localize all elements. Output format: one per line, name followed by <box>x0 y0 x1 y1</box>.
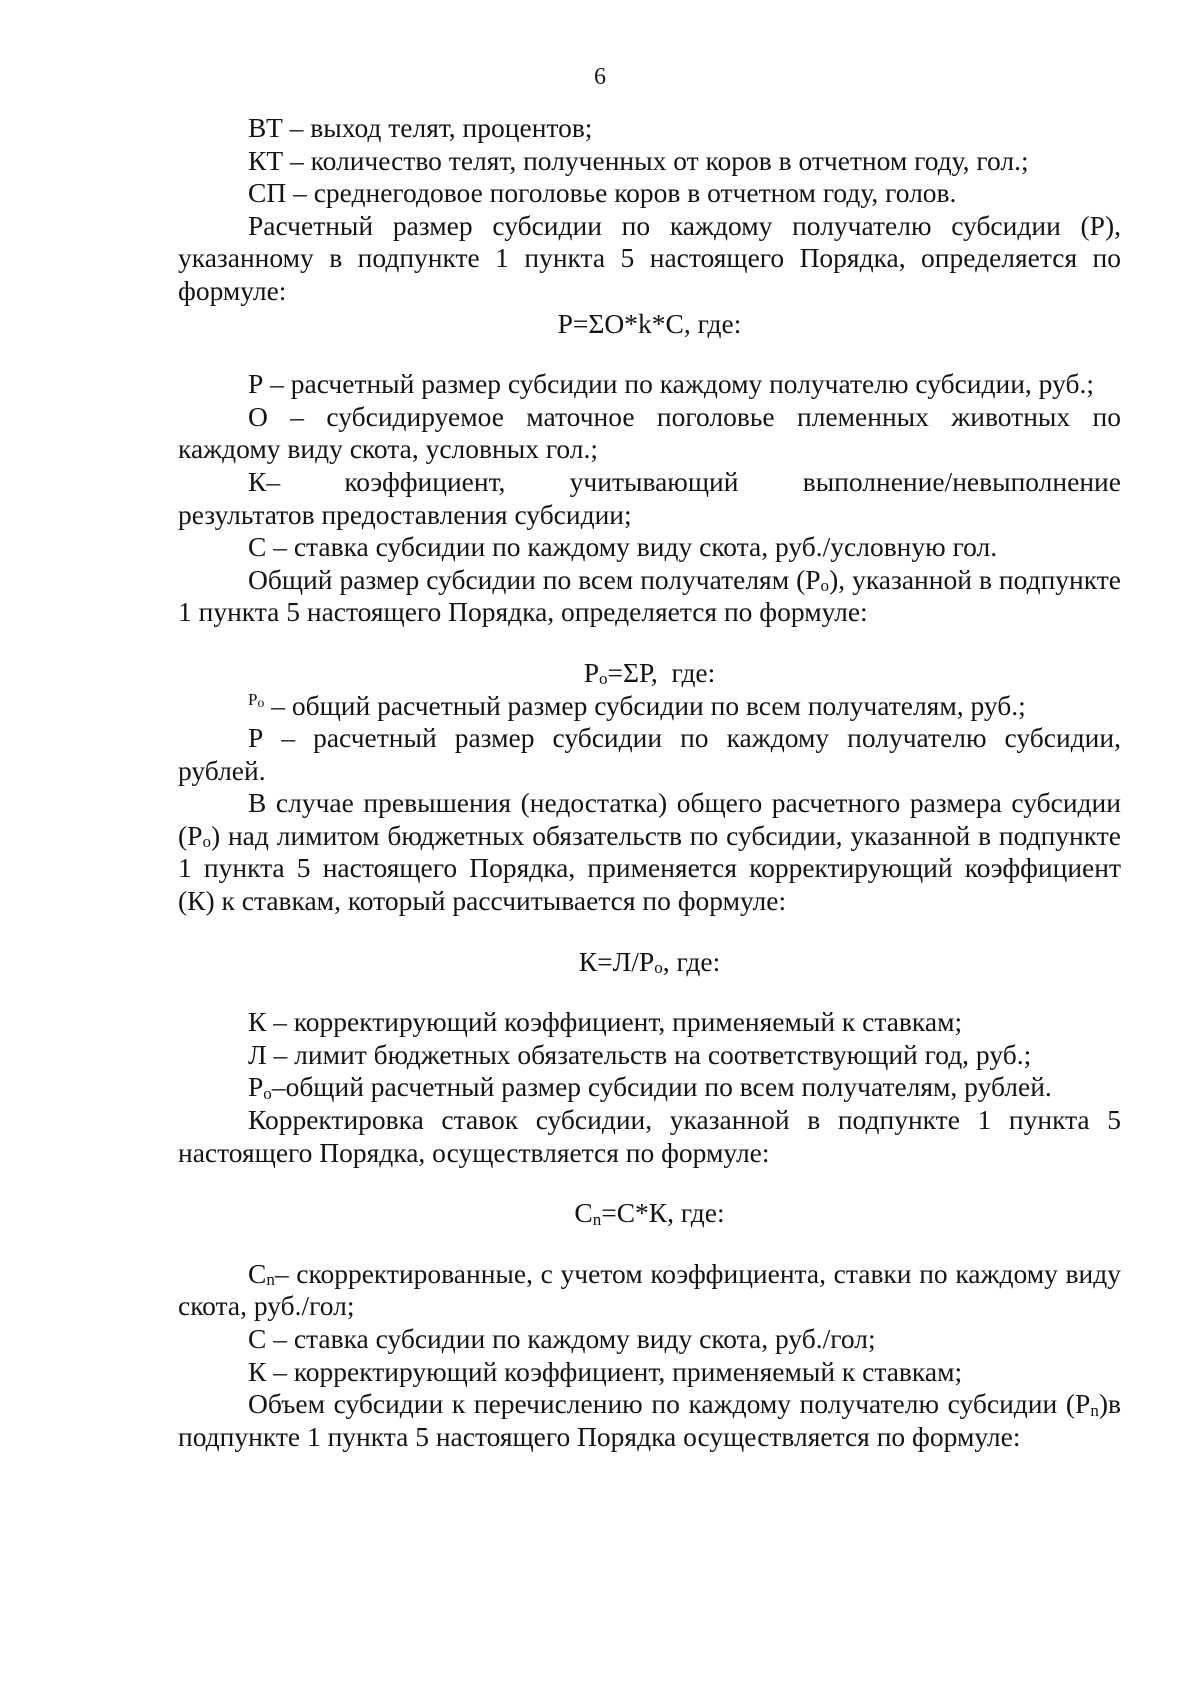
definition <box>178 1258 1121 1323</box>
subscript: о <box>654 958 663 978</box>
text-fragment: В случае превышения (недостатка) общего расчетного размера субсидии (Р <box>178 787 1121 851</box>
paragraph: Расчетный размер субсидии по каждому получателю субсидии (Р), указанному в подпункте 1 пункта 5 настоящего Порядка, определяется по формуле: <box>178 209 1121 306</box>
text-fragment: –общий расчетный размер субсидии по всем получателям, рублей. <box>271 1071 1052 1103</box>
formula <box>178 946 1121 979</box>
definition: С – ставка субсидии по каждому виду скота, руб./условную гол. <box>248 531 998 563</box>
text-fragment: К=Л/Р <box>578 945 655 977</box>
paragraph <box>178 787 1121 917</box>
text-fragment: Р <box>248 1071 264 1103</box>
text-fragment: Объем субсидии к перечислению по каждому получателю субсидии (Р <box>248 1388 1091 1420</box>
text-fragment: – общий расчетный размер субсидии по всем получателям, руб.; <box>264 689 1026 721</box>
text-fragment: выполнение/невыполнение <box>802 465 1121 497</box>
text-fragment: коэффициент, <box>344 465 506 497</box>
definition: Р – расчетный размер субсидии по каждому получателю субсидии, руб.; <box>248 368 1094 400</box>
page-number: 6 <box>594 64 606 90</box>
subscript: n <box>266 1270 275 1290</box>
definition <box>178 690 1121 723</box>
text-fragment: ) над лимитом бюджетных обязательств по субсидии, указанной в подпункте 1 пункта 5 настоящего Порядка, применяется корректирующий коэффициент (К) к ставкам, который рассчитывается по формуле: <box>178 819 1121 917</box>
text-fragment: Р <box>583 656 600 688</box>
text-fragment: =ΣР, где: <box>607 656 716 688</box>
formula: Р=ΣО*k*С, где: <box>557 307 742 339</box>
formula <box>178 657 1121 690</box>
text-line: СП – среднегодовое поголовье коров в отчетном году, голов. <box>248 177 957 209</box>
text-fragment: ), указанной в подпункте 1 пункта 5 настоящего Порядка, определяется по формуле: <box>178 563 1121 628</box>
subscript: о <box>263 1083 272 1103</box>
definition-k-line <box>178 466 1121 499</box>
text-fragment: С <box>574 1197 593 1229</box>
text-fragment: Общий размер субсидии по всем получателям (Р <box>248 563 821 595</box>
definition: С – ставка субсидии по каждому виду скота, руб./гол; <box>248 1323 876 1354</box>
text-fragment: С <box>248 1257 267 1289</box>
subscript: о <box>599 669 608 689</box>
text-fragment: =С*К, где: <box>601 1197 725 1229</box>
definition: К – корректирующий коэффициент, применяемый к ставкам; <box>248 1355 963 1387</box>
document-body <box>178 112 1121 1453</box>
text-fragment: )в подпункте 1 пункта 5 настоящего Порядка осуществляется по формуле: <box>178 1388 1121 1452</box>
superscript-index: о <box>257 694 265 710</box>
subscript: о <box>202 832 211 852</box>
formula <box>178 1197 1121 1230</box>
definition <box>178 1071 1121 1104</box>
text-fragment: , где: <box>662 945 721 977</box>
text-fragment: учитывающий <box>569 465 739 497</box>
definition: Л – лимит бюджетных обязательств на соответствующий год, руб.; <box>248 1038 1032 1070</box>
subscript: о <box>820 576 830 596</box>
text-line: ВТ – выход телят, процентов; <box>248 112 593 143</box>
text-fragment: – скорректированные, с учетом коэффициента, ставки по каждому виду скота, руб./гол; <box>178 1257 1121 1322</box>
superscript-symbol: Р <box>248 690 258 710</box>
text-fragment: К– <box>248 465 281 497</box>
text-line: КТ – количество телят, полученных от коров в отчетном году, гол.; <box>248 144 1029 176</box>
paragraph <box>178 1388 1121 1453</box>
definition: О – субсидируемое маточное поголовье племенных животных по каждому виду скота, условных гол.; <box>178 400 1121 465</box>
subscript: n <box>592 1209 602 1229</box>
paragraph <box>178 564 1121 629</box>
paragraph: Корректировка ставок субсидии, указанной в подпункте 1 пункта 5 настоящего Порядка, осуществляется по формуле: <box>178 1104 1121 1168</box>
definition: К – корректирующий коэффициент, применяемый к ставкам; <box>248 1006 963 1038</box>
text-line: результатов предоставления субсидии; <box>178 498 632 530</box>
definition: Р – расчетный размер субсидии по каждому получателю субсидии, рублей. <box>178 722 1121 786</box>
subscript: n <box>1090 1400 1099 1420</box>
